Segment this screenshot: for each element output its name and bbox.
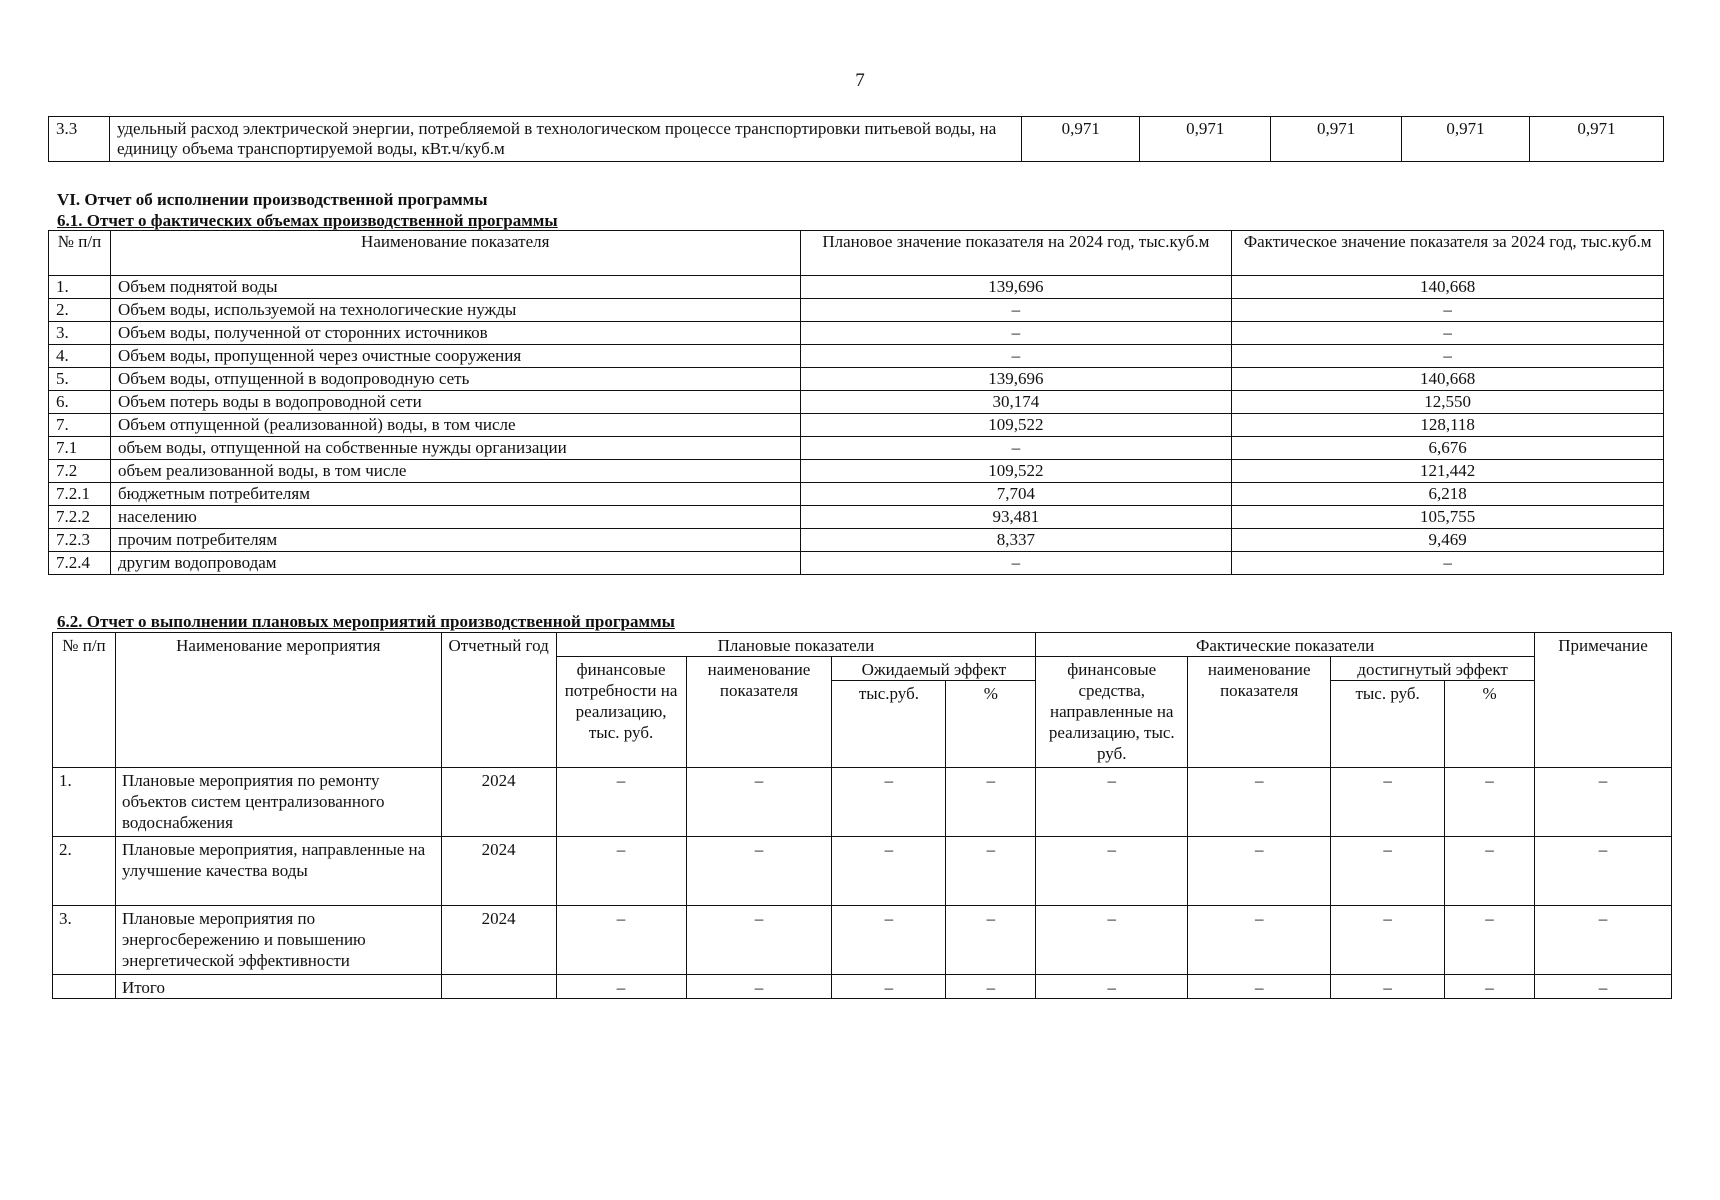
fact-value: 6,218 (1232, 483, 1664, 506)
activity-name: Плановые мероприятия по ремонту объектов систем централизованного водоснабжения (115, 768, 441, 837)
plan-rub-value: – (832, 768, 946, 837)
indicator-name: Объем воды, пропущенной через очистные сооружения (110, 345, 800, 368)
table-header-row (53, 633, 1672, 657)
header-fact-pct: % (1445, 681, 1535, 768)
fact-indicator-value: – (1188, 906, 1331, 975)
plan-indicator-value: – (686, 768, 832, 837)
fact-value: 105,755 (1232, 506, 1664, 529)
row-number: 2. (53, 837, 116, 906)
plan-value: – (800, 322, 1232, 345)
header-fact-indicator: наименование показателя (1188, 657, 1331, 768)
fact-finance-value: – (1036, 768, 1188, 837)
plan-indicator-value: – (686, 837, 832, 906)
indicator-name: удельный расход электрической энергии, потребляемой в технологическом процессе транспортировки питьевой воды, на единицу объема транспортируемой воды, кВт.ч/куб.м (109, 117, 1021, 162)
plan-finance-value: – (556, 837, 686, 906)
plan-value: 139,696 (800, 276, 1232, 299)
plan-pct-value: – (946, 906, 1036, 975)
plan-rub-value: – (832, 906, 946, 975)
plan-value: – (800, 299, 1232, 322)
plan-finance-value: – (556, 975, 686, 999)
row-number: 3.3 (49, 117, 110, 162)
plan-rub-value: – (832, 975, 946, 999)
table-row (49, 276, 1664, 299)
report-year: 2024 (441, 768, 556, 837)
plan-finance-value: – (556, 906, 686, 975)
fact-value: 9,469 (1232, 529, 1664, 552)
activity-name: Плановые мероприятия, направленные на улучшение качества воды (115, 837, 441, 906)
table-row (53, 768, 1672, 837)
row-number: 7.1 (49, 437, 111, 460)
note-value: – (1535, 768, 1672, 837)
table-row (49, 345, 1664, 368)
row-number: 4. (49, 345, 111, 368)
fact-value: 12,550 (1232, 391, 1664, 414)
report-year: 2024 (441, 906, 556, 975)
header-plan-group: Плановые показатели (556, 633, 1036, 657)
plan-rub-value: – (832, 837, 946, 906)
fact-rub-value: – (1331, 906, 1445, 975)
table-row (49, 506, 1664, 529)
header-note: Примечание (1535, 633, 1672, 768)
fact-rub-value: – (1331, 768, 1445, 837)
value-cell: 0,971 (1271, 117, 1402, 162)
indicator-name: Объем отпущенной (реализованной) воды, в том числе (110, 414, 800, 437)
plan-value: 139,696 (800, 368, 1232, 391)
fact-value: 128,118 (1232, 414, 1664, 437)
fact-value: – (1232, 299, 1664, 322)
header-num: № п/п (49, 231, 111, 276)
indicator-name: Объем воды, полученной от сторонних источников (110, 322, 800, 345)
plan-indicator-value: – (686, 906, 832, 975)
indicator-name: населению (110, 506, 800, 529)
report-year (441, 975, 556, 999)
plan-value: – (800, 345, 1232, 368)
plan-value: 109,522 (800, 460, 1232, 483)
note-value: – (1535, 975, 1672, 999)
table-row (49, 483, 1664, 506)
row-number: 3. (53, 906, 116, 975)
header-plan: Плановое значение показателя на 2024 год, тыс.куб.м (800, 231, 1232, 276)
total-label: Итого (115, 975, 441, 999)
plan-value: 93,481 (800, 506, 1232, 529)
row-number: 1. (53, 768, 116, 837)
report-year: 2024 (441, 837, 556, 906)
indicator-name: бюджетным потребителям (110, 483, 800, 506)
header-plan-pct: % (946, 681, 1036, 768)
indicator-name: объем реализованной воды, в том числе (110, 460, 800, 483)
header-plan-rub: тыс.руб. (832, 681, 946, 768)
header-num: № п/п (53, 633, 116, 768)
plan-value: 7,704 (800, 483, 1232, 506)
indicator-name: другим водопроводам (110, 552, 800, 575)
plan-value: 30,174 (800, 391, 1232, 414)
header-fact-finance: финансовые средства, направленные на реализацию, тыс. руб. (1036, 657, 1188, 768)
fact-value: – (1232, 345, 1664, 368)
fact-finance-value: – (1036, 975, 1188, 999)
header-plan-finance: финансовые потребности на реализацию, тыс. руб. (556, 657, 686, 768)
row-number: 6. (49, 391, 111, 414)
row-number: 7.2.4 (49, 552, 111, 575)
row-number: 5. (49, 368, 111, 391)
row-number: 1. (49, 276, 111, 299)
table-row (49, 368, 1664, 391)
plan-value: 8,337 (800, 529, 1232, 552)
table-row (53, 906, 1672, 975)
fact-pct-value: – (1445, 906, 1535, 975)
row-number: 2. (49, 299, 111, 322)
fact-value: 6,676 (1232, 437, 1664, 460)
header-fact-group: Фактические показатели (1036, 633, 1535, 657)
fact-value: – (1232, 552, 1664, 575)
page-number: 7 (855, 70, 865, 91)
continuation-table (48, 116, 1664, 162)
row-number: 7.2.3 (49, 529, 111, 552)
header-year: Отчетный год (441, 633, 556, 768)
table-row (49, 414, 1664, 437)
fact-indicator-value: – (1188, 837, 1331, 906)
plan-pct-value: – (946, 768, 1036, 837)
indicator-name: Объем воды, отпущенной в водопроводную сеть (110, 368, 800, 391)
total-row (53, 975, 1672, 999)
header-name: Наименование показателя (110, 231, 800, 276)
fact-pct-value: – (1445, 768, 1535, 837)
subsection-title-6-2: 6.2. Отчет о выполнении плановых мероприятий производственной программы (57, 612, 675, 631)
row-number (53, 975, 116, 999)
fact-rub-value: – (1331, 837, 1445, 906)
value-cell: 0,971 (1402, 117, 1530, 162)
plan-value: 109,522 (800, 414, 1232, 437)
value-cell: 0,971 (1530, 117, 1664, 162)
fact-finance-value: – (1036, 906, 1188, 975)
row-number: 7.2.2 (49, 506, 111, 529)
indicator-name: Объем поднятой воды (110, 276, 800, 299)
table-row (49, 391, 1664, 414)
section-title: VI. Отчет об исполнении производственной программы (57, 190, 488, 209)
header-fact-rub: тыс. руб. (1331, 681, 1445, 768)
header-fact: Фактическое значение показателя за 2024 год, тыс.куб.м (1232, 231, 1664, 276)
table-row (49, 117, 1664, 162)
fact-finance-value: – (1036, 837, 1188, 906)
fact-indicator-value: – (1188, 975, 1331, 999)
note-value: – (1535, 906, 1672, 975)
volumes-table (48, 230, 1664, 575)
header-fact-effect: достигнутый эффект (1331, 657, 1535, 681)
table-row (49, 460, 1664, 483)
subsection-title-6-1: 6.1. Отчет о фактических объемах производственной программы (57, 211, 558, 230)
fact-value: 140,668 (1232, 368, 1664, 391)
table-row (49, 552, 1664, 575)
indicator-name: объем воды, отпущенной на собственные нужды организации (110, 437, 800, 460)
table-row (49, 437, 1664, 460)
row-number: 7.2 (49, 460, 111, 483)
indicator-name: прочим потребителям (110, 529, 800, 552)
fact-value: – (1232, 322, 1664, 345)
plan-value: – (800, 552, 1232, 575)
plan-finance-value: – (556, 768, 686, 837)
activity-name: Плановые мероприятия по энергосбережению и повышению энергетической эффективности (115, 906, 441, 975)
row-number: 3. (49, 322, 111, 345)
table-row (53, 837, 1672, 906)
value-cell: 0,971 (1022, 117, 1140, 162)
indicator-name: Объем потерь воды в водопроводной сети (110, 391, 800, 414)
fact-rub-value: – (1331, 975, 1445, 999)
header-name: Наименование мероприятия (115, 633, 441, 768)
note-value: – (1535, 837, 1672, 906)
plan-pct-value: – (946, 975, 1036, 999)
row-number: 7. (49, 414, 111, 437)
activities-table (52, 632, 1672, 999)
row-number: 7.2.1 (49, 483, 111, 506)
table-row (49, 299, 1664, 322)
fact-value: 140,668 (1232, 276, 1664, 299)
fact-indicator-value: – (1188, 768, 1331, 837)
fact-pct-value: – (1445, 837, 1535, 906)
table-header-row (49, 231, 1664, 276)
fact-value: 121,442 (1232, 460, 1664, 483)
indicator-name: Объем воды, используемой на технологические нужды (110, 299, 800, 322)
plan-indicator-value: – (686, 975, 832, 999)
table-row (49, 529, 1664, 552)
header-plan-indicator: наименование показателя (686, 657, 832, 768)
plan-pct-value: – (946, 837, 1036, 906)
table-row (49, 322, 1664, 345)
fact-pct-value: – (1445, 975, 1535, 999)
plan-value: – (800, 437, 1232, 460)
header-plan-effect: Ожидаемый эффект (832, 657, 1036, 681)
value-cell: 0,971 (1140, 117, 1271, 162)
